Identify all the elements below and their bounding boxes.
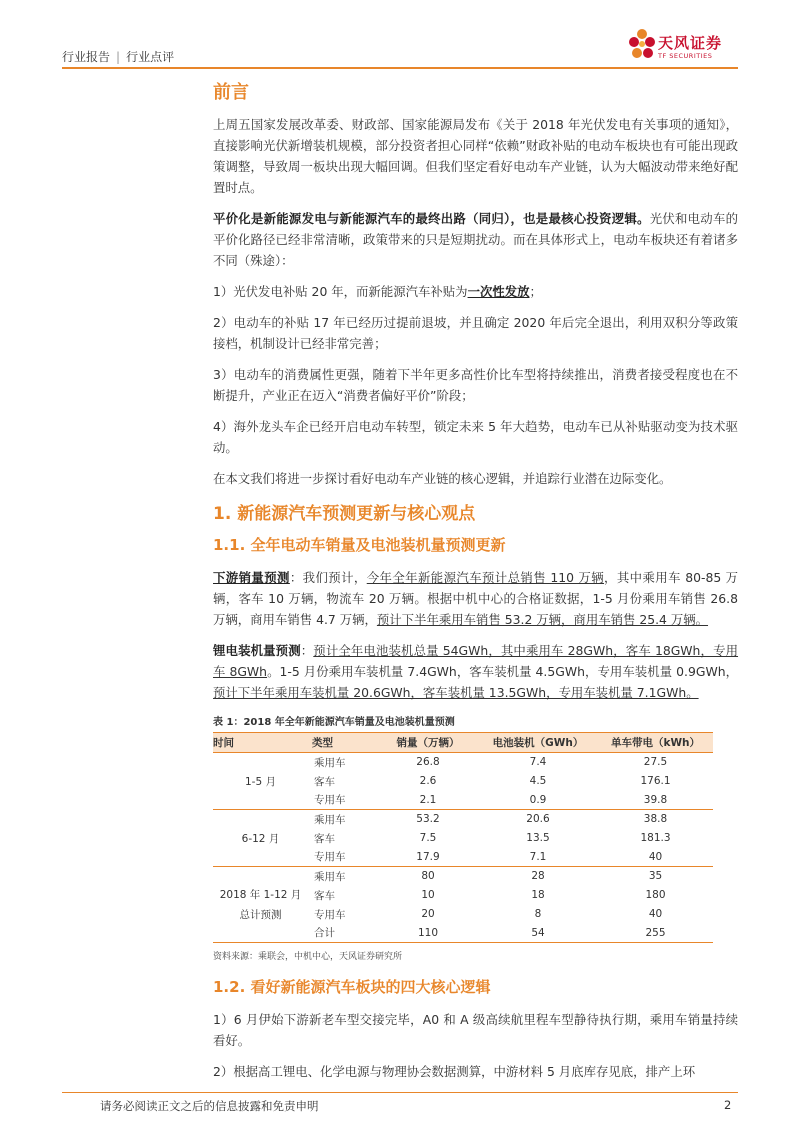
sales-forecast-text-a: ：我们预计， [289, 570, 367, 585]
preface-item-1-emphasis: 一次性发放 [467, 284, 530, 299]
type-cell: 专用车 [308, 791, 378, 810]
battery-forecast-label: 锂电装机量预测 [213, 643, 301, 658]
battery-forecast-paragraph [213, 640, 738, 703]
battery-cell: 7.4 [529, 756, 547, 769]
per-vehicle-cell: 40 [598, 848, 713, 867]
flower-logo-icon [628, 28, 656, 64]
per-vehicle-cell: 39.8 [598, 791, 713, 810]
main-content [213, 78, 738, 1092]
battery-cell: 28 [531, 870, 545, 883]
type-cell: 乘用车 [314, 813, 346, 826]
battery-cell: 0.9 [478, 791, 598, 810]
type-cell: 合计 [308, 924, 378, 943]
battery-cell: 18 [531, 889, 545, 901]
table-header-row [213, 733, 713, 753]
per-vehicle-cell: 180 [645, 889, 666, 901]
per-vehicle-cell: 176.1 [640, 775, 671, 787]
battery-forecast-text-b: 预计全年电池装机总量 54GWh，其中乘用车 28GWh，客车 18GWh，专用车 8GWh [213, 643, 739, 679]
sales-cell: 7.5 [419, 832, 437, 844]
logo-company-english: TF SECURITIES [658, 52, 713, 60]
battery-forecast-text-c: 。1-5 月份乘用车装机量 7.4GWh，客车装机量 4.5GWh，专用车装机量 0.9GWh， [267, 664, 739, 679]
sales-cell: 10 [421, 889, 435, 901]
sales-forecast-text-d: 预计下半年乘用车销售 53.2 万辆，商用车销售 25.4 万辆。 [376, 612, 709, 627]
logic-item-1: 1）6 月伊始下游新老车型交接完毕，A0 和 A 级高续航里程车型静待执行期，乘用车销量持续看好。 [213, 1012, 738, 1048]
preface-item-2: 2）电动车的补贴 17 年已经历过提前退坡，并且确定 2020 年后完全退出，利用双积分等政策接档，机制设计已经非常完善； [213, 315, 738, 351]
header-type: 类型 [308, 733, 378, 753]
sales-cell: 110 [378, 924, 478, 943]
sales-forecast-label: 下游销量预测 [213, 570, 290, 585]
company-logo [628, 28, 748, 68]
per-vehicle-cell: 38.8 [643, 813, 668, 826]
breadcrumb-separator: | [116, 50, 121, 64]
footer-divider [62, 1092, 738, 1093]
forecast-table [213, 732, 713, 943]
header-breadcrumb [62, 48, 174, 65]
core-logic-statement: 平价化是新能源发电与新能源汽车的最终出路（同归），也是最核心投资逻辑。 [213, 211, 650, 226]
preface-title: 前言 [213, 82, 249, 103]
battery-cell: 7.1 [478, 848, 598, 867]
sales-forecast-text-b: 今年全年新能源汽车预计总销售 110 万辆 [366, 570, 605, 585]
table-row [213, 867, 713, 886]
section-1-2-title: 1.2. 看好新能源汽车板块的四大核心逻辑 [213, 978, 491, 996]
type-cell: 乘用车 [314, 870, 346, 883]
logic-item-2: 2）根据高工锂电、化学电源与物理协会数据测算，中游材料 5 月底库存见底，排产上环 [213, 1064, 696, 1079]
preface-item-1 [213, 281, 738, 302]
per-vehicle-cell: 40 [648, 908, 663, 920]
battery-cell: 8 [534, 908, 542, 920]
battery-forecast-text-d: 预计下半年乘用车装机量 20.6GWh，客车装机量 13.5GWh，专用车装机量 7.1GWh。 [213, 685, 699, 700]
report-subcategory: 行业点评 [126, 50, 175, 64]
per-vehicle-cell: 181.3 [640, 832, 671, 844]
logo-company-name: 天风证券 [658, 34, 723, 52]
preface-item-4: 4）海外龙头车企已经开启电动车转型，锁定未来 5 年大趋势，电动车已从补贴驱动变为技术驱动。 [213, 419, 738, 455]
table-row [213, 810, 713, 829]
period-line-1: 2018 年 1-12 月 [219, 888, 302, 901]
sales-forecast-text-c: ，其中乘用车 80-85 万辆，客车 10 万辆，物流车 20 万辆。根据中机中心的合格证数据，1-5 月份乘用车销售 26.8 万辆，商用车销售 4.7 万辆， [213, 570, 738, 627]
page-number: 2 [724, 1098, 732, 1112]
battery-cell: 54 [478, 924, 598, 943]
section-1-title: 1. 新能源汽车预测更新与核心观点 [213, 504, 476, 524]
sales-cell: 80 [421, 870, 435, 883]
sales-cell: 2.6 [419, 775, 437, 787]
sales-forecast-paragraph [213, 567, 738, 630]
section-1-1-title: 1.1. 全年电动车销量及电池装机量预测更新 [213, 536, 506, 554]
type-cell: 专用车 [314, 908, 346, 921]
period-cell: 6-12 月 [213, 810, 308, 867]
preface-item-1-end: ； [529, 284, 542, 299]
battery-cell: 4.5 [529, 775, 547, 787]
preface-item-1-text: 1）光伏发电补贴 20 年，而新能源汽车补贴为 [213, 284, 468, 299]
table-1-title: 表 1：2018 年全年新能源汽车销量及电池装机量预测 [213, 717, 455, 728]
preface-paragraph-1: 上周五国家发展改革委、财政部、国家能源局发布《关于 2018 年光伏发电有关事项的通知》，直接影响光伏新增装机规模，部分投资者担心同样“依赖”财政补贴的电动车板块也有可能出现政策调整，导致周一板块出现大幅回调。但我们坚定看好电动车产业链，认为大幅波动带来绝好配置时点。 [213, 117, 738, 195]
preface-paragraph-2-rest: 光伏和电动车的平价化路径已经非常清晰，政策带来的只是短期扰动。而在具体形式上，电动车板块还有着诸多不同（殊途）： [213, 211, 738, 268]
per-vehicle-cell: 255 [598, 924, 713, 943]
period-cell: 1-5 月 [213, 753, 308, 810]
type-cell: 客车 [314, 775, 335, 788]
per-vehicle-cell: 35 [648, 870, 663, 883]
preface-paragraph-2 [213, 208, 738, 271]
header-per-vehicle: 单车带电（kWh） [598, 733, 713, 753]
type-cell: 专用车 [308, 848, 378, 867]
sales-cell: 17.9 [378, 848, 478, 867]
period-cell [213, 867, 308, 943]
type-cell: 客车 [314, 832, 335, 845]
preface-item-3: 3）电动车的消费属性更强，随着下半年更多高性价比车型将持续推出，消费者接受程度也在不断提升，产业正在迈入“消费者偏好平价”阶段； [213, 367, 738, 403]
table-source: 资料来源：乘联会，中机中心，天风证券研究所 [213, 952, 403, 962]
battery-forecast-text-a: ： [300, 643, 314, 658]
preface-closing: 在本文我们将进一步探讨看好电动车产业链的核心逻辑，并追踪行业潜在边际变化。 [213, 471, 672, 486]
per-vehicle-cell: 27.5 [643, 756, 668, 769]
header-sales: 销量（万辆） [378, 733, 478, 753]
sales-cell: 53.2 [416, 813, 440, 826]
battery-cell: 20.6 [526, 813, 550, 826]
period-line-2: 总计预测 [239, 908, 282, 921]
sales-cell: 2.1 [378, 791, 478, 810]
header-divider [62, 67, 738, 69]
header-period: 时间 [213, 733, 308, 753]
report-category: 行业报告 [62, 50, 111, 64]
header-battery: 电池装机（GWh） [478, 733, 598, 753]
type-cell: 乘用车 [314, 756, 346, 769]
battery-cell: 13.5 [526, 832, 550, 844]
table-row [213, 753, 713, 772]
sales-cell: 26.8 [416, 756, 440, 769]
sales-cell: 20 [421, 908, 435, 920]
type-cell: 客车 [314, 889, 335, 902]
footer-disclaimer: 请务必阅读正文之后的信息披露和免责申明 [100, 1099, 319, 1113]
